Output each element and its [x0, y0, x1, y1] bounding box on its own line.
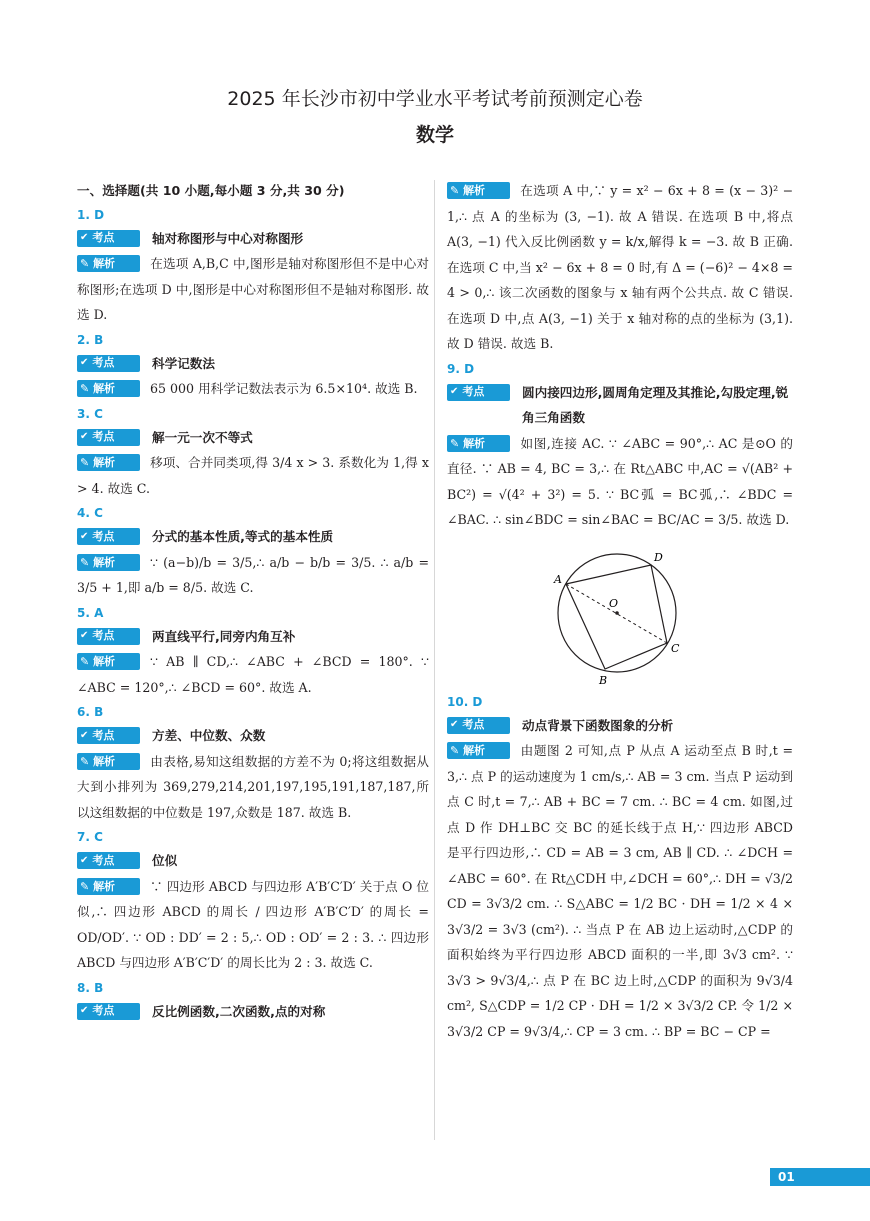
- label-d: D: [654, 550, 663, 564]
- badge-label: 考点: [462, 385, 485, 399]
- badge-label: 解析: [93, 879, 116, 893]
- kaodian-badge: [447, 384, 510, 401]
- analysis-text: 如图,连接 AC. ∵ ∠ABC = 90°,∴ AC 是⊙O 的直径. ∵ AB = 4, BC = 3,∴ 在 Rt△ABC 中,AC = √(AB² + BC²) = √(4² + 3²) = 5. ∵ BC弧 = BC弧,∴ ∠BDC = ∠BAC. ∴ sin∠BDC = sin∠BAC = BC/AC = 3/5. 故选 D.: [447, 435, 793, 527]
- badge-label: 解析: [93, 555, 116, 569]
- answer-item: [77, 204, 429, 328]
- answer-number: 6. B: [77, 705, 104, 719]
- answer-number: 7. C: [77, 830, 103, 844]
- check-icon: ✔: [80, 1005, 89, 1017]
- analysis-paragraph: [77, 649, 429, 700]
- topic-text: 轴对称图形与中心对称图形: [152, 230, 304, 246]
- analysis-text: 由表格,易知这组数据的方差不为 0;将这组数据从大到小排列为 369,279,214,201,197,195,191,187,187,所以这组数据的中位数是 197,众数是 187. 故选 B.: [77, 753, 429, 820]
- answer-item: [77, 502, 429, 601]
- section-heading: 一、选择题(共 10 小题,每小题 3 分,共 30 分): [77, 183, 345, 198]
- center-point: [615, 611, 619, 615]
- badge-label: 解析: [93, 655, 116, 668]
- answer-number: 2. B: [77, 332, 104, 347]
- topic-text: 分式的基本性质,等式的基本性质: [152, 529, 334, 544]
- quadrilateral-abcd: [566, 565, 667, 669]
- answer-item: [77, 826, 429, 976]
- page-number: 01: [778, 1170, 795, 1184]
- column-divider: [434, 180, 435, 1140]
- topic-text: 两直线平行,同旁内角互补: [152, 628, 296, 644]
- jiexi-badge: [77, 753, 140, 770]
- analysis-text: 由题图 2 可知,点 P 从点 A 运动至点 B 时,t = 3,∴ 点 P 的运动速度为 1 cm/s,∴ AB = 3 cm. 当点 P 运动到点 C 时,t = 7,∴ AB + BC = 7 cm. ∴ BC = 4 cm. 如图,过点 D 作 DH⊥BC 交 BC 的延长线于点 H,∵ 四边形 ABCD 是平行四边形,∴ CD = AB = 3 cm, AB ∥ CD. ∴ ∠DCH = ∠ABC = 60°. 在 Rt△CDH 中,∠DCH = 60°,∴ DH = √3/2 CD = 3√3/2 cm. ∴ S△ABC = 1/2 BC · DH = 1/2 × 4 × 3√3/2 = 3√3 (cm²). ∴ 当点 P 在 AB 边上运动时,△CDP 的面积始终为平行四边形 ABCD 面积的一半,即 3√3 cm². ∵ 3√3 > 9√3/4,∴ 点 P 在 BC 边上时,△CDP 的面积为 9√3/4 cm², S△CDP = 1/2 CP · DH = 1/2 × 3√3/2 CP. 令 1/2 × 3√3/2 CP = 9√3/4,∴ CP = 3 cm. ∴ BP = BC − CP =: [447, 743, 793, 1039]
- badge-label: 考点: [92, 529, 115, 543]
- badge-label: 解析: [93, 257, 116, 270]
- answer-item: [77, 602, 429, 701]
- pencil-icon: ✎: [450, 436, 460, 450]
- jiexi-badge: [77, 554, 140, 571]
- answer-number: 9. D: [447, 361, 475, 376]
- topic-text: 圆内接四边形,圆周角定理及其推论,勾股定理,锐角三角函数: [522, 384, 789, 425]
- right-column: [447, 178, 793, 1045]
- circle-quadrilateral-diagram: [535, 539, 705, 689]
- analysis-paragraph: [77, 550, 429, 601]
- jiexi-badge: [447, 435, 510, 452]
- answer-number: 5. A: [77, 605, 104, 620]
- analysis-paragraph: [77, 450, 429, 501]
- check-icon: ✔: [80, 232, 89, 244]
- check-icon: ✔: [80, 854, 89, 866]
- pencil-icon: ✎: [80, 754, 90, 768]
- badge-label: 解析: [463, 436, 486, 450]
- analysis-text: ∵ (a−b)/b = 3/5,∴ a/b − b/b = 3/5. ∴ a/b = 3/5 + 1,即 a/b = 8/5. 故选 C.: [77, 554, 429, 595]
- badge-label: 考点: [92, 629, 115, 643]
- pencil-icon: ✎: [80, 382, 90, 395]
- page-subject: 数学: [415, 124, 454, 146]
- pencil-icon: ✎: [450, 184, 460, 197]
- topic-text: 解一元一次不等式: [152, 429, 253, 445]
- badge-label: 考点: [92, 853, 115, 867]
- check-icon: ✔: [80, 630, 89, 642]
- badge-label: 解析: [463, 744, 486, 757]
- kaodian-badge: [77, 355, 140, 372]
- analysis-text: 65 000 用科学记数法表示为 6.5×10⁴. 故选 B.: [150, 381, 418, 396]
- pencil-icon: ✎: [80, 257, 90, 270]
- answer-number: 10. D: [447, 694, 483, 709]
- page-title: 2025 年长沙市初中学业水平考试考前预测定心卷: [227, 88, 643, 110]
- kaodian-badge: [77, 628, 140, 645]
- pencil-icon: ✎: [80, 879, 90, 893]
- jiexi-badge: [77, 380, 140, 397]
- kaodian-badge: [77, 429, 140, 446]
- analysis-paragraph: [77, 376, 429, 402]
- badge-label: 考点: [462, 718, 485, 732]
- label-c: C: [671, 641, 680, 655]
- answer-item: [447, 358, 793, 689]
- topic-text: 动点背景下函数图象的分析: [522, 717, 674, 733]
- kaodian-badge: [77, 1003, 140, 1020]
- jiexi-badge: [447, 182, 510, 199]
- analysis-paragraph: [447, 178, 793, 357]
- check-icon: ✔: [80, 530, 89, 542]
- topic-text: 位似: [152, 853, 178, 868]
- pencil-icon: ✎: [80, 655, 90, 668]
- answer-item: [77, 329, 429, 402]
- label-a: A: [554, 572, 562, 586]
- check-icon: ✔: [80, 357, 89, 369]
- topic-text: 科学记数法: [152, 355, 215, 371]
- check-icon: ✔: [80, 431, 89, 443]
- answer-item: [77, 977, 429, 1025]
- analysis-text: 在选项 A 中,∵ y = x² − 6x + 8 = (x − 3)² − 1,∴ 点 A 的坐标为 (3, −1). 故 A 错误. 在选项 B 中,将点 A(3, −1) 代入反比例函数 y = k/x,解得 k = −3. 故 B 正确. 在选项 C 中,当 x² − 6x + 8 = 0 时,有 Δ = (−6)² − 4×8 = 4 > 0,∴ 该二次函数的图象与 x 轴有两个公共点. 故 C 错误. 在选项 D 中,点 A(3, −1) 关于 x 轴对称的点的坐标为 (3,1). 故 D 错误. 故选 B.: [447, 183, 793, 351]
- jiexi-badge: [77, 653, 140, 670]
- check-icon: ✔: [450, 719, 459, 731]
- analysis-text: ∵ 四边形 ABCD 与四边形 A′B′C′D′ 关于点 O 位似,∴ 四边形 ABCD 的周长 / 四边形 A′B′C′D′ 的周长 = OD/OD′. ∵ OD : DD′ = 2 : 5,∴ OD : OD′ = 2 : 3. ∴ 四边形 ABCD 与四边形 A′B′C′D′ 的周长比为 2 : 3. 故选 C.: [77, 878, 429, 970]
- analysis-paragraph: [77, 749, 429, 826]
- answer-number: 8. B: [77, 980, 104, 995]
- topic-text: 方差、中位数、众数: [152, 728, 266, 743]
- badge-label: 解析: [93, 382, 116, 395]
- check-icon: ✔: [450, 386, 459, 398]
- analysis-paragraph: [77, 874, 429, 976]
- badge-label: 考点: [92, 430, 115, 444]
- answer-item: [77, 403, 429, 502]
- badge-label: 解析: [93, 456, 116, 469]
- topic-text: 反比例函数,二次函数,点的对称: [152, 1003, 326, 1019]
- kaodian-badge: [77, 528, 140, 545]
- answer-number: 4. C: [77, 506, 103, 520]
- analysis-text: 在选项 A,B,C 中,图形是轴对称图形但不是中心对称图形;在选项 D 中,图形是中心对称图形但不是轴对称图形. 故选 D.: [77, 256, 429, 322]
- circle-figure: [447, 539, 793, 689]
- badge-label: 考点: [92, 231, 115, 245]
- kaodian-badge: [447, 717, 510, 734]
- analysis-text: 移项、合并同类项,得 3/4 x > 3. 系数化为 1,得 x > 4. 故选 C.: [77, 455, 429, 496]
- jiexi-badge: [77, 255, 140, 272]
- page-number-tab: [770, 1168, 870, 1186]
- analysis-text: ∵ AB ∥ CD,∴ ∠ABC + ∠BCD = 180°. ∵ ∠ABC = 120°,∴ ∠BCD = 60°. 故选 A.: [77, 654, 429, 695]
- left-column: [77, 178, 429, 1025]
- label-o: O: [609, 596, 619, 610]
- analysis-paragraph: [447, 738, 793, 1044]
- badge-label: 考点: [92, 728, 115, 742]
- badge-label: 解析: [93, 754, 116, 768]
- jiexi-badge: [77, 878, 140, 895]
- analysis-paragraph: [447, 431, 793, 533]
- kaodian-badge: [77, 727, 140, 744]
- badge-label: 解析: [463, 184, 486, 197]
- answer-item: [447, 691, 793, 1045]
- pencil-icon: ✎: [450, 744, 460, 757]
- badge-label: 考点: [92, 1004, 115, 1018]
- answer-item: [77, 701, 429, 825]
- answer-number: 3. C: [77, 406, 103, 421]
- analysis-paragraph: [77, 251, 429, 328]
- jiexi-badge: [447, 742, 510, 759]
- jiexi-badge: [77, 454, 140, 471]
- pencil-icon: ✎: [80, 456, 90, 469]
- pencil-icon: ✎: [80, 555, 90, 569]
- kaodian-badge: [77, 852, 140, 869]
- label-b: B: [599, 673, 608, 687]
- answer-number: 1. D: [77, 207, 105, 222]
- kaodian-badge: [77, 230, 140, 247]
- badge-label: 考点: [92, 356, 115, 370]
- check-icon: ✔: [80, 729, 89, 741]
